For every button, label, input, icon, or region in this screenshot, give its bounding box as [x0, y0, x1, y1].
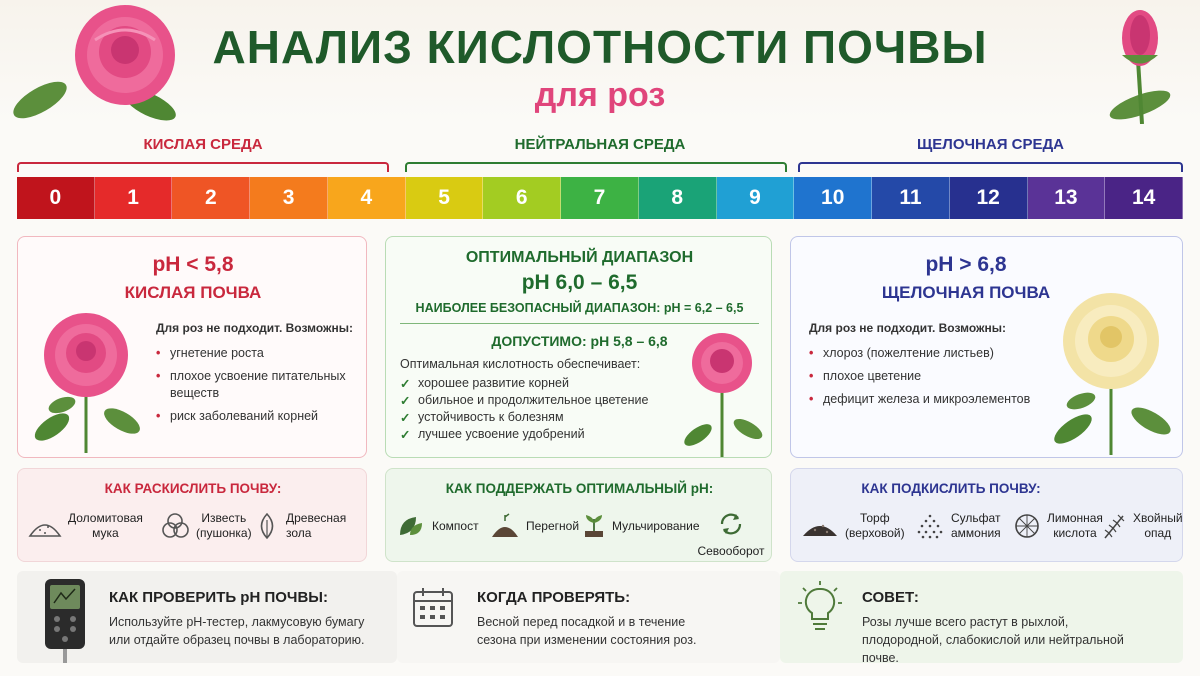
ph-cell-9: 9	[717, 177, 795, 219]
list-item: ✓ хорошее развитие корней	[400, 376, 690, 390]
divider	[400, 323, 759, 324]
ph-cell-2: 2	[172, 177, 250, 219]
list-item: ✓ устойчивость к болезням	[400, 410, 690, 424]
leaves-icon	[396, 513, 426, 539]
acidify-card	[790, 468, 1183, 562]
acid-soil-card	[17, 236, 367, 458]
when-heading: КОГДА ПРОВЕРЯТЬ:	[477, 589, 631, 606]
acid-intro: Для роз не подходит. Возможны:	[156, 321, 354, 335]
cycle-icon	[716, 509, 746, 539]
acid-zone-label: КИСЛАЯ СРЕДА	[143, 136, 263, 153]
acid-ph-heading: pH < 5,8	[152, 253, 234, 276]
pink-rose-icon	[22, 309, 150, 453]
list-item: ✓ обильное и продолжительное цветение	[400, 393, 690, 407]
method-sulfate: Сульфат аммония	[915, 511, 1001, 541]
check-text: Используйте pH-тестер, лакмусовую бумагу или отдайте образец почвы в лабораторию.	[109, 615, 365, 648]
alkaline-effects-list	[809, 345, 1049, 414]
allowed-range: ДОПУСТИМО: pH 5,8 – 6,8	[491, 333, 668, 349]
deacidify-card	[17, 468, 367, 562]
maintain-heading: КАК ПОДДЕРЖАТЬ ОПТИМАЛЬНЫЙ pH:	[445, 481, 714, 496]
conifer-icon	[1101, 512, 1127, 540]
list-item: • угнетение роста	[156, 345, 356, 362]
ph-cell-5: 5	[406, 177, 484, 219]
alkaline-zone-bracket	[798, 162, 1183, 172]
when-check-section	[397, 571, 780, 663]
alkaline-soil-card	[790, 236, 1183, 458]
sprout-icon	[582, 513, 606, 539]
method-rotation: Севооборот	[696, 509, 766, 558]
list-item: • хлороз (пожелтение листьев)	[809, 345, 1049, 362]
method-mulching: Мульчирование	[582, 513, 700, 539]
list-item: • плохое усвоение питательных веществ	[156, 368, 356, 402]
ph-cell-8: 8	[639, 177, 717, 219]
page-subtitle: для роз	[534, 76, 666, 114]
tip-section	[780, 571, 1183, 666]
neutral-zone-label: НЕЙТРАЛЬНАЯ СРЕДА	[514, 136, 686, 153]
ph-cell-10: 10	[794, 177, 872, 219]
list-item: ✓ лучшее усвоение удобрений	[400, 427, 690, 441]
method-compost: Компост	[396, 513, 479, 539]
safest-range: НАИБОЛЕЕ БЕЗОПАСНЫЙ ДИАПАЗОН: pH = 6,2 – 6,5	[415, 301, 744, 315]
optimal-ph-range: pH 6,0 – 6,5	[521, 271, 638, 294]
flour-pile-icon	[28, 512, 62, 540]
ph-cell-3: 3	[250, 177, 328, 219]
acid-soil-title: КИСЛАЯ ПОЧВА	[124, 283, 262, 302]
optimal-range-card	[385, 236, 772, 458]
acid-effects-list	[156, 345, 356, 431]
alkaline-ph-heading: pH > 6,8	[925, 253, 1007, 276]
ph-cell-11: 11	[872, 177, 950, 219]
leaf-ash-icon	[254, 512, 280, 540]
ph-cell-12: 12	[950, 177, 1028, 219]
alkaline-soil-title: ЩЕЛОЧНАЯ ПОЧВА	[881, 283, 1051, 302]
list-item: • дефицит железа и микроэлементов	[809, 391, 1049, 408]
ph-cell-4: 4	[328, 177, 406, 219]
lightbulb-icon	[798, 581, 842, 633]
when-text: Весной перед посадкой и в течение сезона при изменении состояния роз.	[477, 615, 697, 648]
method-lime: Известь (пушонка)	[160, 511, 252, 541]
list-item: • плохое цветение	[809, 368, 1049, 385]
check-ph-section	[17, 571, 397, 663]
ph-cell-6: 6	[483, 177, 561, 219]
list-item: • риск заболеваний корней	[156, 408, 356, 425]
method-humus: Перегной	[490, 513, 579, 539]
method-dolomite: Доломитовая мука	[28, 511, 143, 541]
alkaline-intro: Для роз не подходит. Возможны:	[809, 321, 1007, 335]
deacidify-heading: КАК РАСКИСЛИТЬ ПОЧВУ:	[104, 481, 282, 496]
neutral-zone-bracket	[405, 162, 787, 172]
ph-meter-icon	[39, 577, 93, 663]
method-ash: Древесная зола	[254, 511, 346, 541]
humus-pile-icon	[490, 513, 520, 539]
tip-text: Розы лучше всего растут в рыхлой, плодородной, слабокислой или нейтральной почве.	[862, 615, 1124, 666]
ph-cell-13: 13	[1028, 177, 1106, 219]
ph-cell-14: 14	[1105, 177, 1183, 219]
ph-scale	[17, 177, 1183, 219]
lemon-icon	[1013, 512, 1041, 540]
ph-cell-1: 1	[95, 177, 173, 219]
method-peat: Торф (верховой)	[801, 511, 905, 541]
ph-cell-7: 7	[561, 177, 639, 219]
optimal-heading: ОПТИМАЛЬНЫЙ ДИАПАЗОН	[465, 249, 694, 266]
peat-icon	[801, 512, 839, 540]
maintain-card	[385, 468, 772, 562]
method-conifer: Хвойный опад	[1101, 511, 1183, 541]
page-title: АНАЛИЗ КИСЛОТНОСТИ ПОЧВЫ	[212, 21, 988, 73]
optimal-benefits-list	[400, 376, 690, 444]
calendar-icon	[411, 585, 455, 629]
yellow-rose-icon	[1041, 289, 1181, 455]
lime-icon	[160, 512, 190, 540]
method-citric: Лимонная кислота	[1013, 511, 1103, 541]
optimal-intro: Оптимальная кислотность обеспечивает:	[400, 357, 641, 371]
tip-heading: СОВЕТ:	[862, 589, 919, 606]
acid-zone-bracket	[17, 162, 389, 172]
sulfate-icon	[915, 512, 945, 540]
pink-rose-icon	[676, 329, 771, 457]
acidify-heading: КАК ПОДКИСЛИТЬ ПОЧВУ:	[861, 481, 1041, 496]
ph-cell-0: 0	[17, 177, 95, 219]
header	[0, 0, 1200, 124]
check-heading: КАК ПРОВЕРИТЬ pH ПОЧВЫ:	[109, 589, 328, 606]
alkaline-zone-label: ЩЕЛОЧНАЯ СРЕДА	[917, 136, 1064, 153]
